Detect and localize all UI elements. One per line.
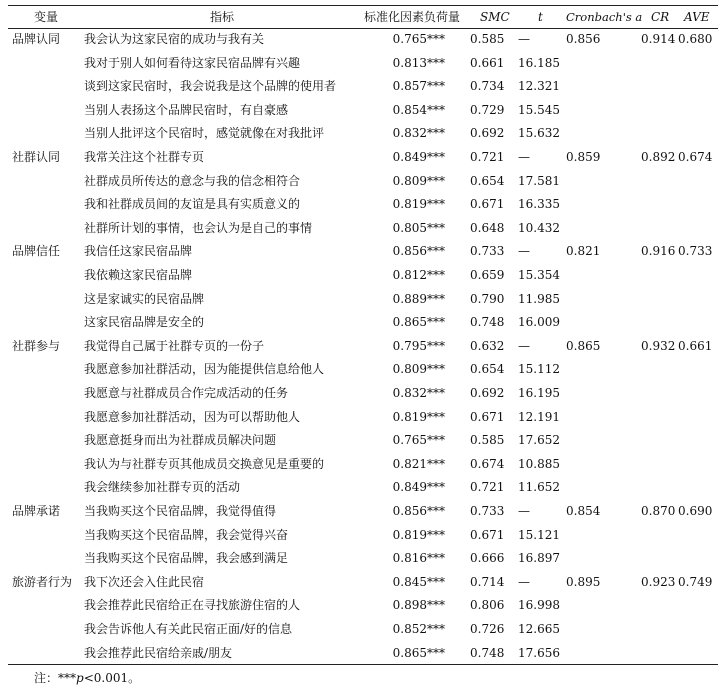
row-variable: 旅游者行为 xyxy=(12,575,73,589)
row-t-value: 12.191 xyxy=(518,410,560,424)
row-t-value: 12.321 xyxy=(518,79,560,93)
row-ave: 0.674 xyxy=(678,150,713,164)
row-loading: 0.849*** xyxy=(392,480,445,494)
row-indicator: 当别人批评这个民宿时，感觉就像在对我批评 xyxy=(84,126,325,140)
row-t-value: 17.652 xyxy=(518,433,560,447)
row-cr: 0.892 xyxy=(641,150,676,164)
row-smc: 0.692 xyxy=(470,386,505,400)
header-variable: 变量 xyxy=(34,10,59,24)
note-p: p xyxy=(76,671,84,685)
row-indicator: 我常关注这个社群专页 xyxy=(84,150,205,164)
row-loading: 0.856*** xyxy=(392,244,445,258)
bottom-rule xyxy=(8,664,718,665)
row-ave: 0.661 xyxy=(678,339,713,353)
row-cr: 0.914 xyxy=(641,32,676,46)
row-indicator: 当我购买这个民宿品牌，我会感到满足 xyxy=(84,551,289,565)
row-indicator: 当我购买这个民宿品牌，我觉得值得 xyxy=(84,504,277,518)
row-loading: 0.809*** xyxy=(392,174,445,188)
row-smc: 0.748 xyxy=(470,315,505,329)
row-smc: 0.790 xyxy=(470,292,505,306)
row-indicator: 我依赖这家民宿品牌 xyxy=(84,268,193,282)
row-variable: 品牌承诺 xyxy=(12,504,61,518)
header-cronbach: Cronbach's a xyxy=(566,10,643,24)
row-ave: 0.680 xyxy=(678,32,713,46)
row-cronbach: 0.856 xyxy=(566,32,601,46)
row-smc: 0.733 xyxy=(470,244,505,258)
row-t-value: 11.652 xyxy=(518,480,560,494)
row-smc: 0.666 xyxy=(470,551,505,565)
row-smc: 0.692 xyxy=(470,126,505,140)
row-indicator: 我会告诉他人有关此民宿正面/好的信息 xyxy=(84,622,293,636)
row-loading: 0.898*** xyxy=(392,598,445,612)
row-t-value: 16.009 xyxy=(518,315,560,329)
row-indicator: 我愿意参加社群活动，因为可以帮助他人 xyxy=(84,410,301,424)
row-variable: 社群参与 xyxy=(12,339,61,353)
row-loading: 0.889*** xyxy=(392,292,445,306)
row-indicator: 我和社群成员间的友谊是具有实质意义的 xyxy=(84,197,301,211)
row-loading: 0.819*** xyxy=(392,528,445,542)
row-smc: 0.648 xyxy=(470,221,505,235)
row-cronbach: 0.859 xyxy=(566,150,601,164)
row-t-value: 16.185 xyxy=(518,56,560,70)
row-loading: 0.832*** xyxy=(392,386,445,400)
header-smc: SMC xyxy=(480,10,510,24)
row-loading: 0.857*** xyxy=(392,79,445,93)
row-t-value: 17.581 xyxy=(518,174,560,188)
row-t-value: — xyxy=(518,339,530,353)
header-rule xyxy=(8,28,718,29)
row-variable: 社群认同 xyxy=(12,150,61,164)
row-loading: 0.845*** xyxy=(392,575,445,589)
row-loading: 0.765*** xyxy=(392,433,445,447)
row-loading: 0.765*** xyxy=(392,32,445,46)
row-t-value: 16.897 xyxy=(518,551,560,565)
row-ave: 0.690 xyxy=(678,504,713,518)
row-t-value: 10.885 xyxy=(518,457,560,471)
note-prefix: 注：*** xyxy=(34,671,77,685)
row-indicator: 我觉得自己属于社群专页的一份子 xyxy=(84,339,265,353)
row-loading: 0.852*** xyxy=(392,622,445,636)
row-cr: 0.923 xyxy=(641,575,676,589)
table-note xyxy=(34,670,140,686)
row-loading: 0.819*** xyxy=(392,410,445,424)
header-loading: 标准化因素负荷量 xyxy=(364,10,461,24)
row-variable: 品牌认同 xyxy=(12,32,61,46)
row-smc: 0.659 xyxy=(470,268,505,282)
row-loading: 0.795*** xyxy=(392,339,445,353)
row-t-value: 15.121 xyxy=(518,528,560,542)
row-loading: 0.812*** xyxy=(392,268,445,282)
row-indicator: 我下次还会入住此民宿 xyxy=(84,575,205,589)
row-t-value: 16.335 xyxy=(518,197,560,211)
row-smc: 0.585 xyxy=(470,32,505,46)
row-indicator: 我愿意参加社群活动，因为能提供信息给他人 xyxy=(84,362,325,376)
row-indicator: 我信任这家民宿品牌 xyxy=(84,244,193,258)
row-cronbach: 0.821 xyxy=(566,244,601,258)
row-cr: 0.932 xyxy=(641,339,676,353)
row-cr: 0.870 xyxy=(641,504,676,518)
row-t-value: 10.432 xyxy=(518,221,560,235)
row-indicator: 社群所计划的事情，也会认为是自己的事情 xyxy=(84,221,313,235)
row-indicator: 这是家诚实的民宿品牌 xyxy=(84,292,205,306)
row-indicator: 当别人表扬这个品牌民宿时，有自豪感 xyxy=(84,103,289,117)
row-smc: 0.721 xyxy=(470,480,505,494)
row-indicator: 这家民宿品牌是安全的 xyxy=(84,315,205,329)
row-indicator: 我愿意与社群成员合作完成活动的任务 xyxy=(84,386,289,400)
row-loading: 0.809*** xyxy=(392,362,445,376)
row-smc: 0.729 xyxy=(470,103,505,117)
row-smc: 0.721 xyxy=(470,150,505,164)
row-loading: 0.856*** xyxy=(392,504,445,518)
row-cr: 0.916 xyxy=(641,244,676,258)
row-smc: 0.714 xyxy=(470,575,505,589)
row-t-value: 15.354 xyxy=(518,268,560,282)
row-t-value: 16.998 xyxy=(518,598,560,612)
row-smc: 0.748 xyxy=(470,646,505,660)
row-ave: 0.733 xyxy=(678,244,713,258)
row-cronbach: 0.854 xyxy=(566,504,601,518)
row-t-value: — xyxy=(518,32,530,46)
row-t-value: 15.112 xyxy=(518,362,560,376)
row-indicator: 社群成员所传达的意念与我的信念相符合 xyxy=(84,174,301,188)
row-cronbach: 0.865 xyxy=(566,339,601,353)
row-t-value: 11.985 xyxy=(518,292,560,306)
row-t-value: — xyxy=(518,150,530,164)
row-loading: 0.865*** xyxy=(392,315,445,329)
row-loading: 0.849*** xyxy=(392,150,445,164)
row-smc: 0.585 xyxy=(470,433,505,447)
row-indicator: 谈到这家民宿时，我会说我是这个品牌的使用者 xyxy=(84,79,337,93)
row-loading: 0.816*** xyxy=(392,551,445,565)
row-loading: 0.819*** xyxy=(392,197,445,211)
header-indicator: 指标 xyxy=(210,10,235,24)
top-rule xyxy=(8,5,718,6)
row-t-value: 16.195 xyxy=(518,386,560,400)
row-smc: 0.654 xyxy=(470,362,505,376)
row-smc: 0.661 xyxy=(470,56,505,70)
row-t-value: 15.632 xyxy=(518,126,560,140)
header-ave: AVE xyxy=(684,10,710,24)
note-suffix: <0.001。 xyxy=(83,671,141,685)
row-loading: 0.854*** xyxy=(392,103,445,117)
row-smc: 0.632 xyxy=(470,339,505,353)
row-smc: 0.671 xyxy=(470,410,505,424)
row-indicator: 我对于别人如何看待这家民宿品牌有兴趣 xyxy=(84,56,301,70)
row-smc: 0.674 xyxy=(470,457,505,471)
row-t-value: — xyxy=(518,504,530,518)
row-loading: 0.832*** xyxy=(392,126,445,140)
row-t-value: 15.545 xyxy=(518,103,560,117)
row-smc: 0.654 xyxy=(470,174,505,188)
row-loading: 0.865*** xyxy=(392,646,445,660)
row-t-value: — xyxy=(518,244,530,258)
row-smc: 0.733 xyxy=(470,504,505,518)
row-smc: 0.671 xyxy=(470,197,505,211)
row-smc: 0.726 xyxy=(470,622,505,636)
row-smc: 0.671 xyxy=(470,528,505,542)
header-t: t xyxy=(538,10,543,24)
row-indicator: 我会认为这家民宿的成功与我有关 xyxy=(84,32,265,46)
row-indicator: 我会推荐此民宿给正在寻找旅游住宿的人 xyxy=(84,598,301,612)
row-variable: 品牌信任 xyxy=(12,244,61,258)
row-indicator: 我愿意挺身而出为社群成员解决问题 xyxy=(84,433,277,447)
row-ave: 0.749 xyxy=(678,575,713,589)
row-indicator: 我会继续参加社群专页的活动 xyxy=(84,480,241,494)
row-t-value: — xyxy=(518,575,530,589)
header-cr: CR xyxy=(651,10,670,24)
row-smc: 0.806 xyxy=(470,598,505,612)
row-indicator: 当我购买这个民宿品牌，我会觉得兴奋 xyxy=(84,528,289,542)
row-t-value: 17.656 xyxy=(518,646,560,660)
row-loading: 0.821*** xyxy=(392,457,445,471)
row-t-value: 12.665 xyxy=(518,622,560,636)
row-loading: 0.813*** xyxy=(392,56,445,70)
row-indicator: 我会推荐此民宿给亲戚/朋友 xyxy=(84,646,233,660)
row-indicator: 我认为与社群专页其他成员交换意见是重要的 xyxy=(84,457,325,471)
row-smc: 0.734 xyxy=(470,79,505,93)
row-loading: 0.805*** xyxy=(392,221,445,235)
row-cronbach: 0.895 xyxy=(566,575,601,589)
